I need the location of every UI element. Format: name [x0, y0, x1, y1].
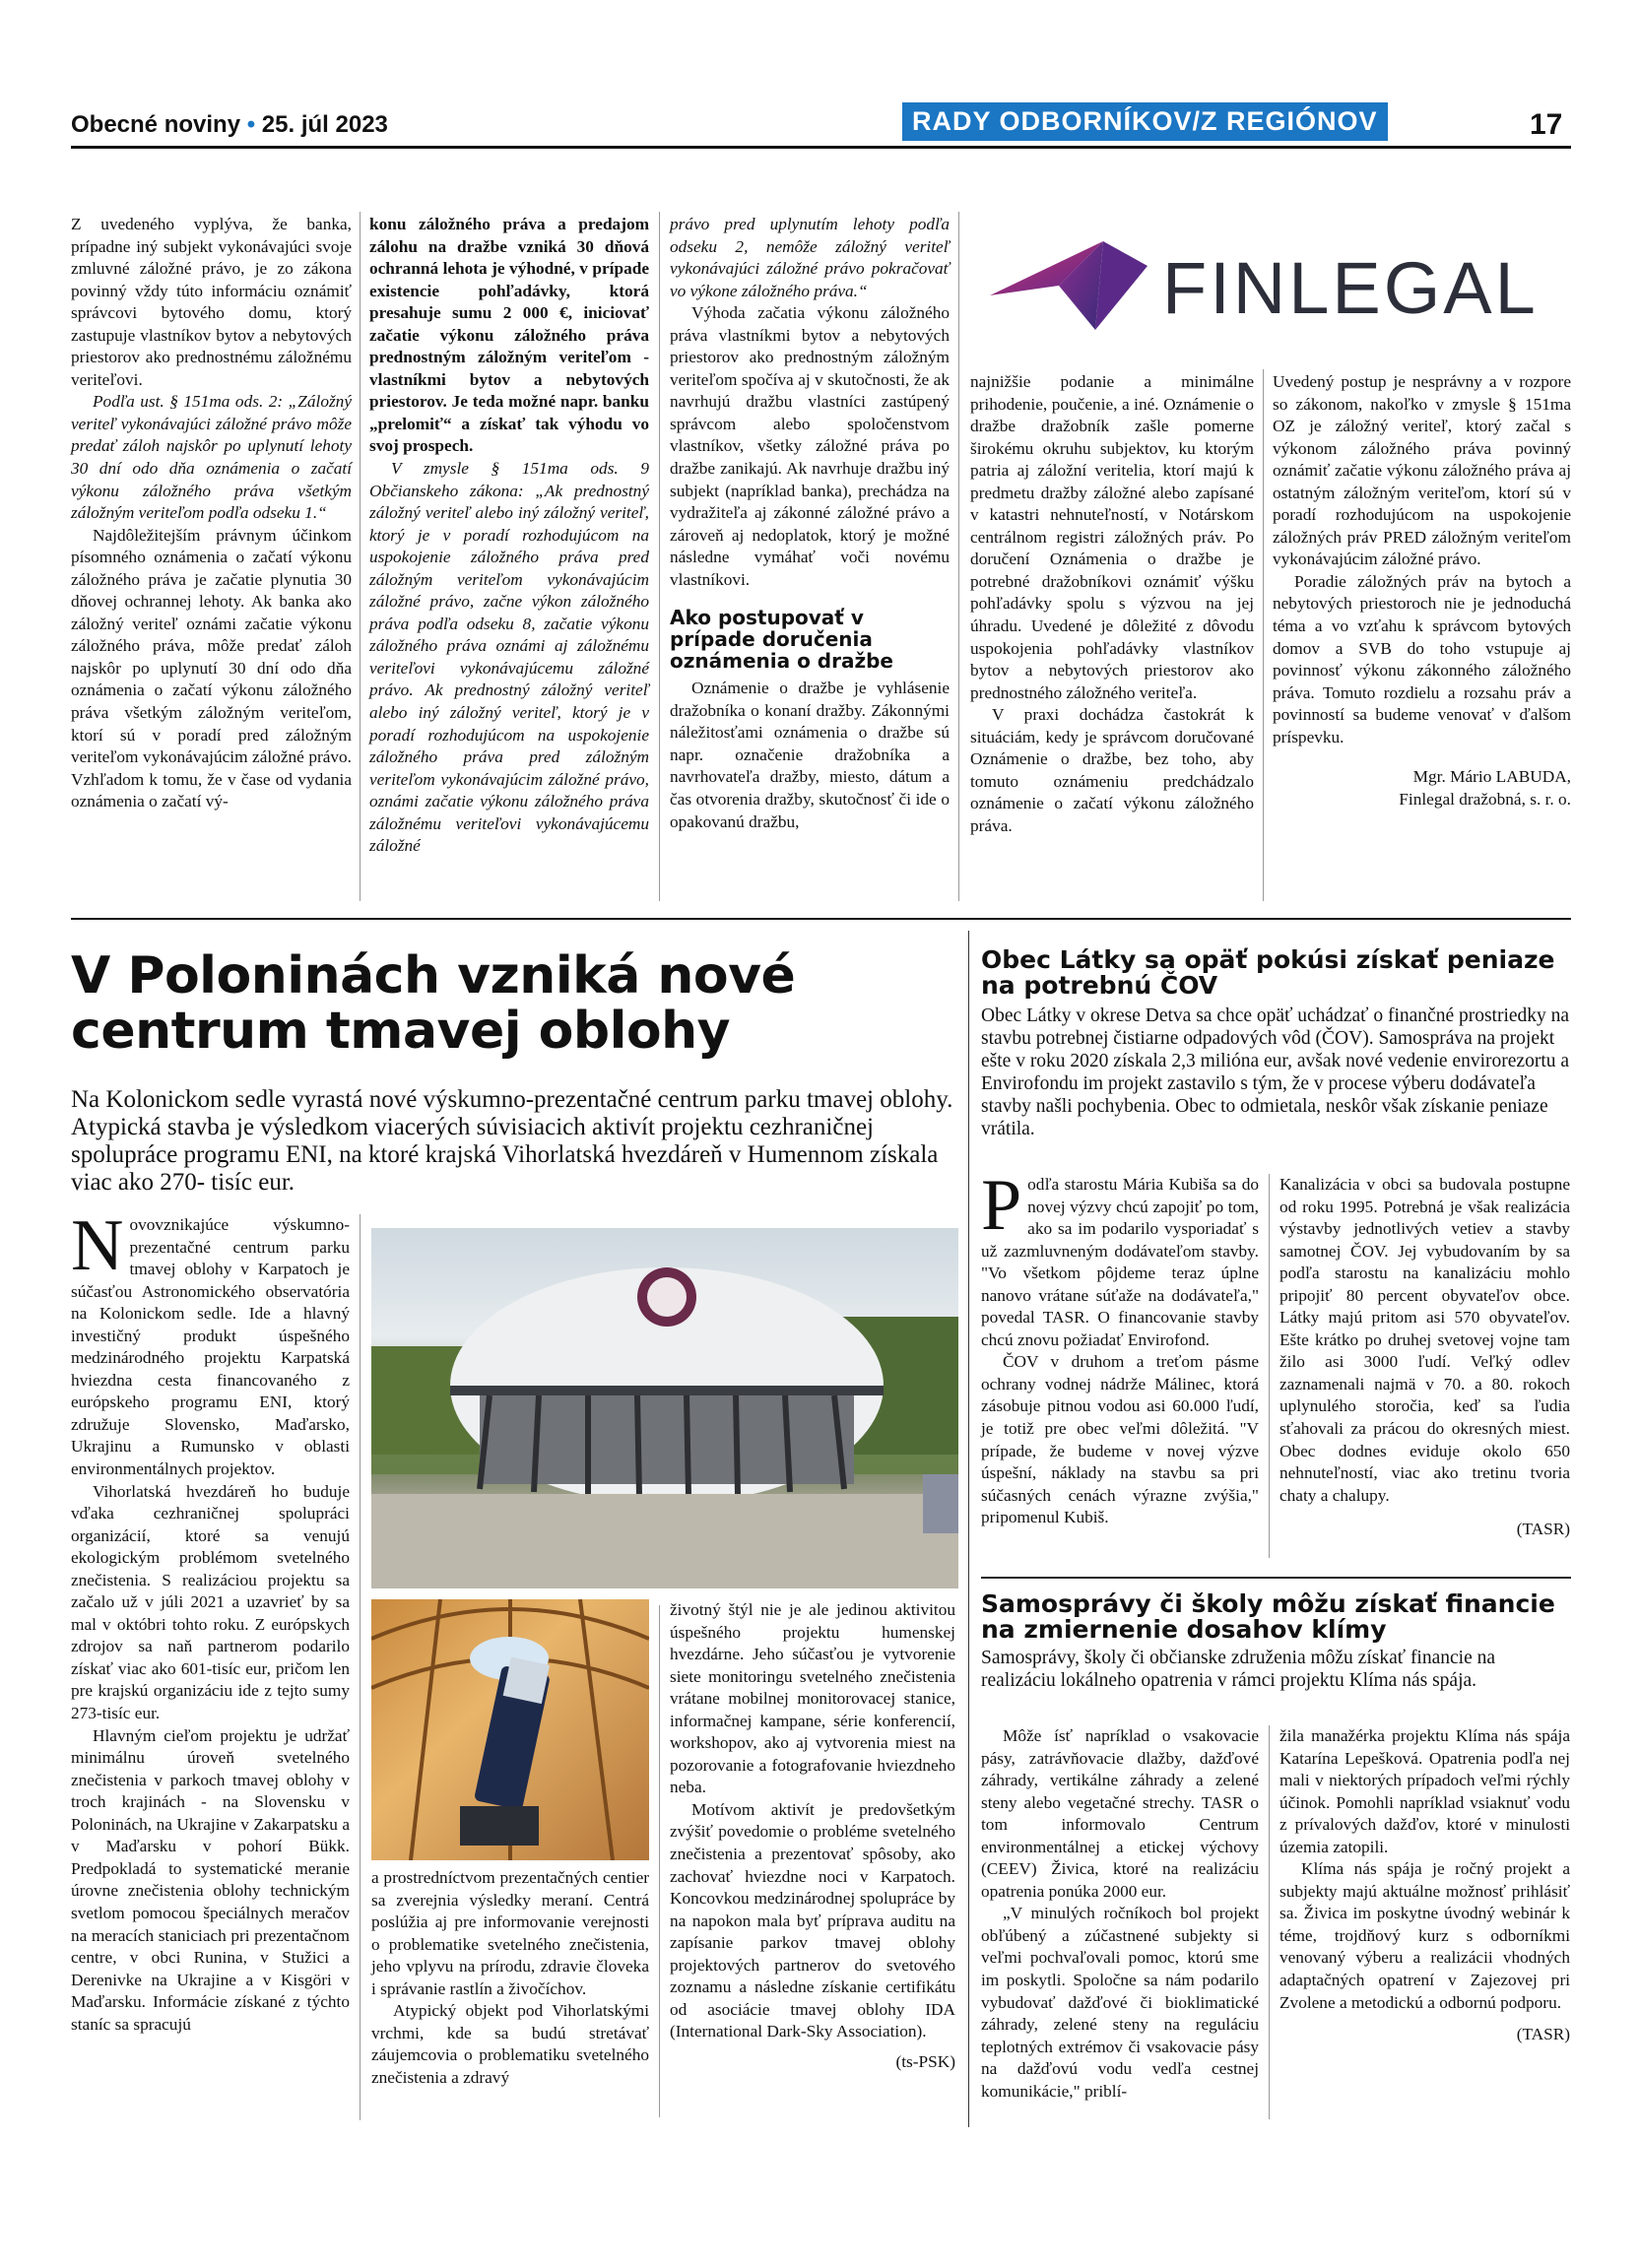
- paragraph: Atypický objekt pod Vihorlatskými vrchmi, kde sa budú stretávať záujemcovia o problematiku svetelného znečistenia a zdravý: [371, 2001, 649, 2087]
- paragraph: Podľa ust. § 151ma ods. 2: „Záložný veriteľ vykonávajúci záložné právo môže predať záloh najskôr po uplynutí lehoty 30 dní odo dňa oznámenia o začatí výkonu záložného práva všetkým záložným veriteľom podľa odseku 1.“: [71, 392, 352, 523]
- paragraph: Najdôležitejším právnym účinkom písomného oznámenia o začatí výkonu záložného práva je začatie plynutia 30 dňovej ochrannej lehoty. Ak banka ako záložný veriteľ oznámi začatie výkonu záložného práva, môže predať záloh najskôr po uplynutí 30 dní odo dňa oznámenia o začatí výkonu záložného práva všetkým záložným veriteľom, ktorí sú v poradí pred záložným veriteľom vykonávajúcim záložné právo. Vzhľadom k tomu, že v čase od vydania oznámenia o začatí vý-: [71, 525, 352, 811]
- finlegal-wing-icon: [985, 227, 1152, 335]
- main-lead: Na Kolonickom sedle vyrastá nové výskumno-prezentačné centrum parku tmavej oblohy. Atypická stavba je výsledkom viacerých súvisiacich aktivít projektu cezhraničnej spolupráce programu ENI, na ktoré krajská Vihorlatská hvezdáreň v Humennom získala viac ako 270- tisíc eur.: [71, 1086, 953, 1196]
- dome-illustration: [371, 1228, 958, 1588]
- paragraph: Výhoda začatia výkonu záložného práva vlastníkmi bytov a nebytových priestorov ako prednostným záložným veriteľom spočíva aj v skutočnosti, že ak navrhujú dražbu vlastníci zastúpený správcom alebo spoločenstvom vlastníkov, všetky záložné práva po dražbe zanikajú. Ak navrhuje dražbu iný subjekt (napríklad banka), prechádza na vydražiteľa aj zákonné záložné právo a zároveň aj nedoplatok, ktorý je možné následne vymáhať voči novému vlastníkovi.: [670, 303, 950, 589]
- side-separator: [981, 1577, 1571, 1579]
- paragraph: najnižšie podanie a minimálne prihodenie, poučenie, a iné. Oznámenie o dražbe dražobník zašle pomerne širokému okruhu subjektov, ku ktorým patria aj záložní veritelia, ktorí majú k predmetu dražby záložné alebo zapísané v katastri nehnuteľností, v Notárskom centrálnom registri záložných práv. Po doručení Oznámenia o dražbe je potrebné dražobníkovi oznámiť výšku pohľadávky spolu s výzvou na jej úhradu. Uvedené je dôležité z dôvodu uspokojenia pohľadávky vlastníkov bytov a nebytových priestorov ako prednostného záložného veriteľa.: [970, 372, 1254, 702]
- issue-date: 25. júl 2023: [261, 111, 388, 138]
- paragraph: [71, 1205, 350, 1481]
- advice-col-5: [1273, 371, 1571, 810]
- column-divider: [659, 1605, 660, 2117]
- paragraph: ČOV v druhom a treťom pásme ochrany vodnej nádrže Málinec, ktorá zásobuje pitnou vodou asi 60.000 ľudí, je totiž pre obec veľmi dôležitá. "V prípade, že budeme v novej výzve úspešní, náklady na stavbu sa pri súčasných cenách výrazne zvýšia," pripomenul Kubiš.: [981, 1352, 1259, 1527]
- paragraph: Uvedený postup je nesprávny a v rozpore so zákonom, nakoľko v zmysle § 151ma OZ je záložný veriteľ, ktorý začal s výkonom záložného práva povinný oznámiť začatie výkonu záložného práva aj ostatným záložným veriteľom, ktorí sú v poradí rozhodujúcom na uspokojenie záložných práv PRED záložným veriteľom vykonávajúcim záložné právo.: [1273, 372, 1571, 569]
- dropcap: P: [981, 1165, 1022, 1246]
- author-company: Finlegal dražobná, s. r. o.: [1399, 789, 1571, 809]
- paragraph: Motívom aktivít je predovšetkým zvýšiť povedomie o probléme svetelného znečistenia a prezentovať spôsoby, ako zachovať hviezdne noci v Karpatoch. Koncovkou medzinárodnej spolupráce by na napokon mala byť príprava auditu na zapísanie parkov tmavej oblohy projektových partnerov do svetového zoznamu a následne získanie certifikátu od asociácie tmavej oblohy IDA (International Dark-Sky Association).: [670, 1799, 955, 2041]
- advice-col-3: [670, 214, 950, 833]
- article-separator: [71, 918, 1571, 920]
- source-credit: (ts-PSK): [895, 2051, 955, 2071]
- side1-col-1: [981, 1165, 1259, 1529]
- publication-name: Obecné noviny: [71, 111, 241, 138]
- section-divider: [968, 931, 969, 2127]
- paragraph-text: ovovznikajúce výskumno-prezentačné centrum parku tmavej oblohy v Karpatoch je súčasťou Astronomického observatória na Kolonickom sedle. Ide a hlavný investičný produkt úspešného medzinárodného projektu Karpatská hviezdna cesta financovaného z európskeho programu ENI, ktorý združuje Slovensko, Maďarsko, Ukrajinu a Rumunsko v oblasti environmentálnych projektov.: [71, 1215, 350, 1479]
- column-divider: [1263, 369, 1264, 901]
- advice-col-2: [369, 214, 649, 858]
- paragraph: Z uvedeného vyplýva, že banka, prípadne iný subjekt vykonávajúci svoje zmluvné záložné právo, je zo zákona povinný vždy túto informáciu oznámiť správcovi bytového domu, ktorý zastupuje vlastníkov bytov a nebytových priestorov ako prednostnému záložnému veriteľovi.: [71, 215, 352, 389]
- paragraph: Klíma nás spája je ročný projekt a subjekty majú aktuálne možnosť prihlásiť sa. Živica im poskytne úvodný webinár k téme, trojdňový kurz s odborníkmi venovaný výberu a realizácii vhodných adaptačných opatrení v Zajezovej pri Zvolene a metodickú a odbornú podporu.: [1279, 1859, 1570, 2012]
- section-label: RADY ODBORNÍKOV/Z REGIÓNOV: [902, 102, 1388, 141]
- telescope-illustration: [371, 1599, 649, 1860]
- paragraph: životný štýl nie je ale jedinou aktivitou úspešného projektu humenskej hvezdárne. Jeho súčasťou je vytvorenie siete monitoringu svetelného znečistenia vrátane mobilnej monitorovacej stanice, informačnej kampane, série konferencií, workshopov, ako aj vytvorenia miest na pozorovanie a fotografovanie hviezdneho neba.: [670, 1600, 955, 1797]
- paragraph: a prostredníctvom prezentačných centier sa zverejnia výsledky meraní. Centrá poslúžia aj pre informovanie verejnosti o problematike svetelného znečistenia, jeho vplyvu na prírodu, zdravie človeka i správanie rastlín a živočíchov.: [371, 1868, 649, 1998]
- paragraph: V zmysle § 151ma ods. 9 Občianskeho zákona: „Ak prednostný záložný veriteľ alebo iný záložný veriteľ, ktorý je v poradí rozhodujúcom na uspokojenie záložného práva pred záložným veriteľom vykonávajúcim záložné právo, začne výkon záložného práva podľa odseku 8, začatie výkonu záložného práva oznámi aj záložnému veriteľovi vykonávajúcemu záložné právo. Ak prednostný záložný veriteľ alebo iný záložný veriteľ, ktorý je v poradí rozhodujúcom na uspokojenie záložného práva pred záložným veriteľom vykonávajúcim záložné právo, oznámi začatie výkonu záložného práva záložnému veriteľovi vykonávajúcemu záložné: [369, 459, 649, 856]
- subheading: Ako postupovať v prípade doručenia oznámenia o dražbe: [670, 606, 893, 674]
- main-col-3: [670, 1599, 955, 2073]
- column-divider: [1269, 1725, 1270, 2119]
- page-number: 17: [1530, 108, 1563, 141]
- telescope-photo: [371, 1599, 649, 1860]
- paragraph: Kanalizácia v obci sa budovala postupne od roku 1995. Potrebná je však realizácia výstavby jednotlivých vetiev a stavby samotnej ČOV. Jej vybudovaním by sa podľa starostu na kanalizáciu mohlo pripojiť 80 percent obyvateľov obce. Látky majú pritom asi 570 obyvateľov. Ešte krátko po druhej svetovej vojne tam žilo asi 3000 ľudí. Veľký odlev zaznamenali najmä v 70. a 80. rokoch uplynulého storočia, keď sa ľudia sťahovali za prácou do okresných miest. Obec dodnes eviduje okolo 650 nehnuteľností, viac ako tretinu tvoria chaty a chalupy.: [1279, 1175, 1570, 1505]
- author-name: Mgr. Mário LABUDA,: [1412, 767, 1571, 787]
- column-divider: [1269, 1174, 1270, 1558]
- source-credit: (TASR): [1516, 1520, 1570, 1539]
- column-divider: [360, 212, 361, 901]
- paragraph: V praxi dochádza častokrát k situáciám, kedy je správcom doručované Oznámenie o dražbe, bez toho, aby tomuto oznámeniu predchádzalo oznámenie o začatí výkonu záložného práva.: [970, 705, 1254, 835]
- finlegal-wordmark: FINLEGAL: [1162, 247, 1539, 329]
- paragraph: konu záložného práva a predajom zálohu na dražbe vzniká 30 dňová ochranná lehota je výhodné, v prípade existencie pohľadávky, ktorá presahuje sumu 2 000 €, iniciovať začatie výkonu záložného práva prednostným záložným veriteľom - vlastníkmi bytov a nebytových priestorov. Je teda možné napr. banku „prelomiť“ a získať tak výhodu vo svoj prospech.: [369, 215, 649, 456]
- main-col-2: [371, 1867, 649, 2089]
- paragraph: Vihorlatská hvezdáreň ho buduje vďaka cezhraničnej spolupráci organizácií, ktoré sa venujú ekologickým problémom svetelného znečistenia. S realizáciou projektu sa začalo už v júli 2021 a uzavrieť by sa mal v októbri tohto roku. Z európskych zdrojov sa naň partnerom podarilo získať viac ako 601-tisíc eur, pričom len pre krajskú organizáciu ide z tejto sumy 273-tisíc eur.: [71, 1481, 350, 1723]
- paragraph: Oznámenie o dražbe je vyhlásenie dražobníka o konaní dražby. Zákonnými náležitosťami oznámenia o dražbe sú napr. označenie dražobníka a navrhovateľa dražby, miesto, dátum a čas otvorenia dražby, skutočnosť či ide o opakovanú dražbu,: [670, 679, 950, 831]
- bullet-dot: •: [246, 111, 262, 138]
- finlegal-logo: [985, 227, 1576, 345]
- side-headline-2: Samosprávy či školy môžu získať financie na zmiernenie dosahov klímy: [981, 1589, 1555, 1644]
- column-divider: [659, 212, 660, 901]
- paragraph-text: odľa starostu Mária Kubiša sa do novej výzvy chcú zapojiť po tom, ako sa im podarilo vysporiadať s už zazmluvneným dodávateľom stavby. "Vo všetkom pôjdeme teraz úplne nanovo vrátane súťaže na dodávateľa," povedal TASR. O financovanie stavby chcú znovu požiadať Envirofond.: [981, 1175, 1259, 1349]
- advice-col-4: [970, 371, 1254, 837]
- dropcap: N: [71, 1205, 124, 1286]
- main-col-1: [71, 1205, 350, 2036]
- publication-header: [71, 111, 388, 139]
- paragraph: [981, 1165, 1259, 1351]
- advice-col-1: [71, 214, 352, 813]
- paragraph: „V minulých ročníkoch bol projekt obľúbený a zúčastnené subjekty si veľmi pochvaľovali pomoc, ktorú sme im poskytli. Spoločne sa nám podarilo vybudovať dažďové či bioklimatické záhrady, zelené steny na reguláciu teplotných extrémov či vsakovacie pásy na dažďovú vodu vedľa cestnej komunikácie," priblí-: [981, 1904, 1259, 2101]
- headline-line: centrum tmavej oblohy: [71, 1002, 731, 1061]
- header-rule: [71, 146, 1571, 149]
- column-divider: [360, 1214, 361, 2120]
- side2-col-1: [981, 1725, 1259, 2103]
- main-headline: [71, 948, 957, 1059]
- headline-line: V Poloninách vzniká nové: [71, 946, 796, 1005]
- paragraph: Poradie záložných práv na bytoch a nebytových priestoroch nie je jednoduchá téma a vo vzťahu k správcom bytových domov a SVB do toho vstupuje aj povinnosť výkonu zákonného záložného práva. Tomuto rozdielu a rozsahu práv a povinností sa budeme venovať v ďalšom príspevku.: [1273, 571, 1571, 746]
- paragraph: právo pred uplynutím lehoty podľa odseku 2, nemôže záložný veriteľ vykonávajúci záložné právo pokračovať vo výkone záložného práva.“: [670, 215, 950, 300]
- column-divider: [958, 212, 959, 901]
- paragraph: žila manažérka projektu Klíma nás spája Katarína Lepešková. Opatrenia podľa nej mali v niektorých prípadoch veľmi rýchly účinok. Pomohli napríklad vsiaknuť vodu z prívalových dažďov, ktoré v minulosti územia zatopili.: [1279, 1726, 1570, 1856]
- source-credit: (TASR): [1516, 2025, 1570, 2044]
- paragraph: Hlavným cieľom projektu je udržať minimálnu úroveň svetelného znečistenia v parkoch tmavej oblohy v troch krajinách - na Slovensku v Poloninách, na Ukrajine v Zakarpatsku a v Maďarsku v pohorí Bükk. Predpokladá to systematické meranie úrovne znečistenia oblohy technickým svetlom pomocou špeciálnych meračov na meracích staniciach pri prezentačnom centre, v obci Runina, v Stužici a Derenivke na Ukrajine a v Kisgöri v Maďarsku. Informácie získané z týchto staníc sa spracujú: [71, 1725, 350, 2034]
- side1-col-2: [1279, 1174, 1570, 1541]
- observatory-dome-photo: [371, 1228, 958, 1588]
- side-lead-2: Samosprávy, školy či občianske združenia môžu získať financie na realizáciu lokálneho opatrenia v rámci projektu Klíma nás spája.: [981, 1648, 1496, 1691]
- side-headline-1: Obec Látky sa opäť pokúsi získať peniaze na potrebnú ČOV: [981, 945, 1555, 1000]
- side-lead-1: Obec Látky v okrese Detva sa chce opäť uchádzať o finančné prostriedky na stavbu potrebnej čistiarne odpadových vôd (ČOV). Samospráva na projekt ešte v roku 2020 získala 2,3 milióna eur, avšak nové vedenie envirorezortu a Envirofondu im projekt zastavilo s tým, že v procese výberu dodávateľa stavby našli pochybenia. Obec to odmietala, neskôr však získanie peniaze vrátila.: [981, 1005, 1570, 1139]
- side2-col-2: [1279, 1725, 1570, 2046]
- paragraph: Môže ísť napríklad o vsakovacie pásy, zatrávňovacie dlažby, dažďové záhrady, vertikálne záhrady a zelené steny alebo vegetačné strechy. TASR o tom informovalo Centrum environmentálnej a etickej výchovy (CEEV) Živica, ktoré na realizáciu opatrenia ponúka 2000 eur.: [981, 1726, 1259, 1901]
